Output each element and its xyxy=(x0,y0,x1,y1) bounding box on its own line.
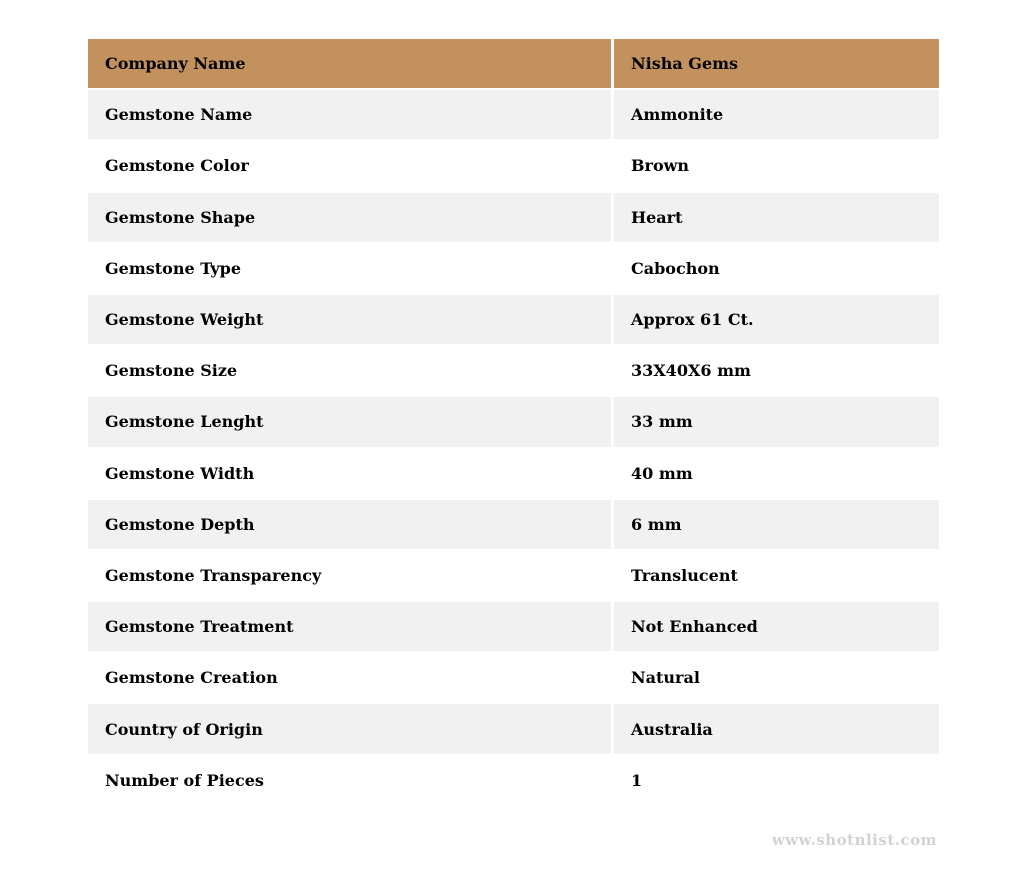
row-value: 40 mm xyxy=(614,449,939,498)
table-row xyxy=(88,653,939,702)
gemstone-spec-table xyxy=(88,39,939,807)
table-row xyxy=(88,500,939,549)
row-value: Natural xyxy=(614,653,939,702)
row-label: Gemstone Treatment xyxy=(88,602,611,651)
table-row xyxy=(88,90,939,139)
row-label: Gemstone Shape xyxy=(88,193,611,242)
row-label: Gemstone Color xyxy=(88,141,611,190)
row-value: 6 mm xyxy=(614,500,939,549)
table-row xyxy=(88,551,939,600)
table-row xyxy=(88,397,939,446)
row-label: Gemstone Size xyxy=(88,346,611,395)
row-value: Ammonite xyxy=(614,90,939,139)
table-row xyxy=(88,193,939,242)
row-value: Cabochon xyxy=(614,244,939,293)
row-value: Approx 61 Ct. xyxy=(614,295,939,344)
table-row xyxy=(88,141,939,190)
table-row xyxy=(88,602,939,651)
row-label: Country of Origin xyxy=(88,704,611,753)
header-label-cell: Company Name xyxy=(88,39,611,88)
row-label: Gemstone Lenght xyxy=(88,397,611,446)
row-label: Gemstone Name xyxy=(88,90,611,139)
row-label: Gemstone Transparency xyxy=(88,551,611,600)
row-value: Not Enhanced xyxy=(614,602,939,651)
header-value-cell: Nisha Gems xyxy=(614,39,939,88)
table-row xyxy=(88,346,939,395)
table-row xyxy=(88,449,939,498)
row-value: Translucent xyxy=(614,551,939,600)
site-watermark: www.shotnlist.com xyxy=(771,831,937,849)
table-row xyxy=(88,704,939,753)
row-label: Gemstone Weight xyxy=(88,295,611,344)
table-row xyxy=(88,244,939,293)
row-value: 1 xyxy=(614,756,939,805)
row-value: 33X40X6 mm xyxy=(614,346,939,395)
row-value: Brown xyxy=(614,141,939,190)
row-value: Heart xyxy=(614,193,939,242)
table-header-row xyxy=(88,39,939,88)
row-label: Number of Pieces xyxy=(88,756,611,805)
table-row xyxy=(88,295,939,344)
row-label: Gemstone Creation xyxy=(88,653,611,702)
row-label: Gemstone Depth xyxy=(88,500,611,549)
table-row xyxy=(88,756,939,805)
row-label: Gemstone Width xyxy=(88,449,611,498)
row-value: Australia xyxy=(614,704,939,753)
row-label: Gemstone Type xyxy=(88,244,611,293)
row-value: 33 mm xyxy=(614,397,939,446)
